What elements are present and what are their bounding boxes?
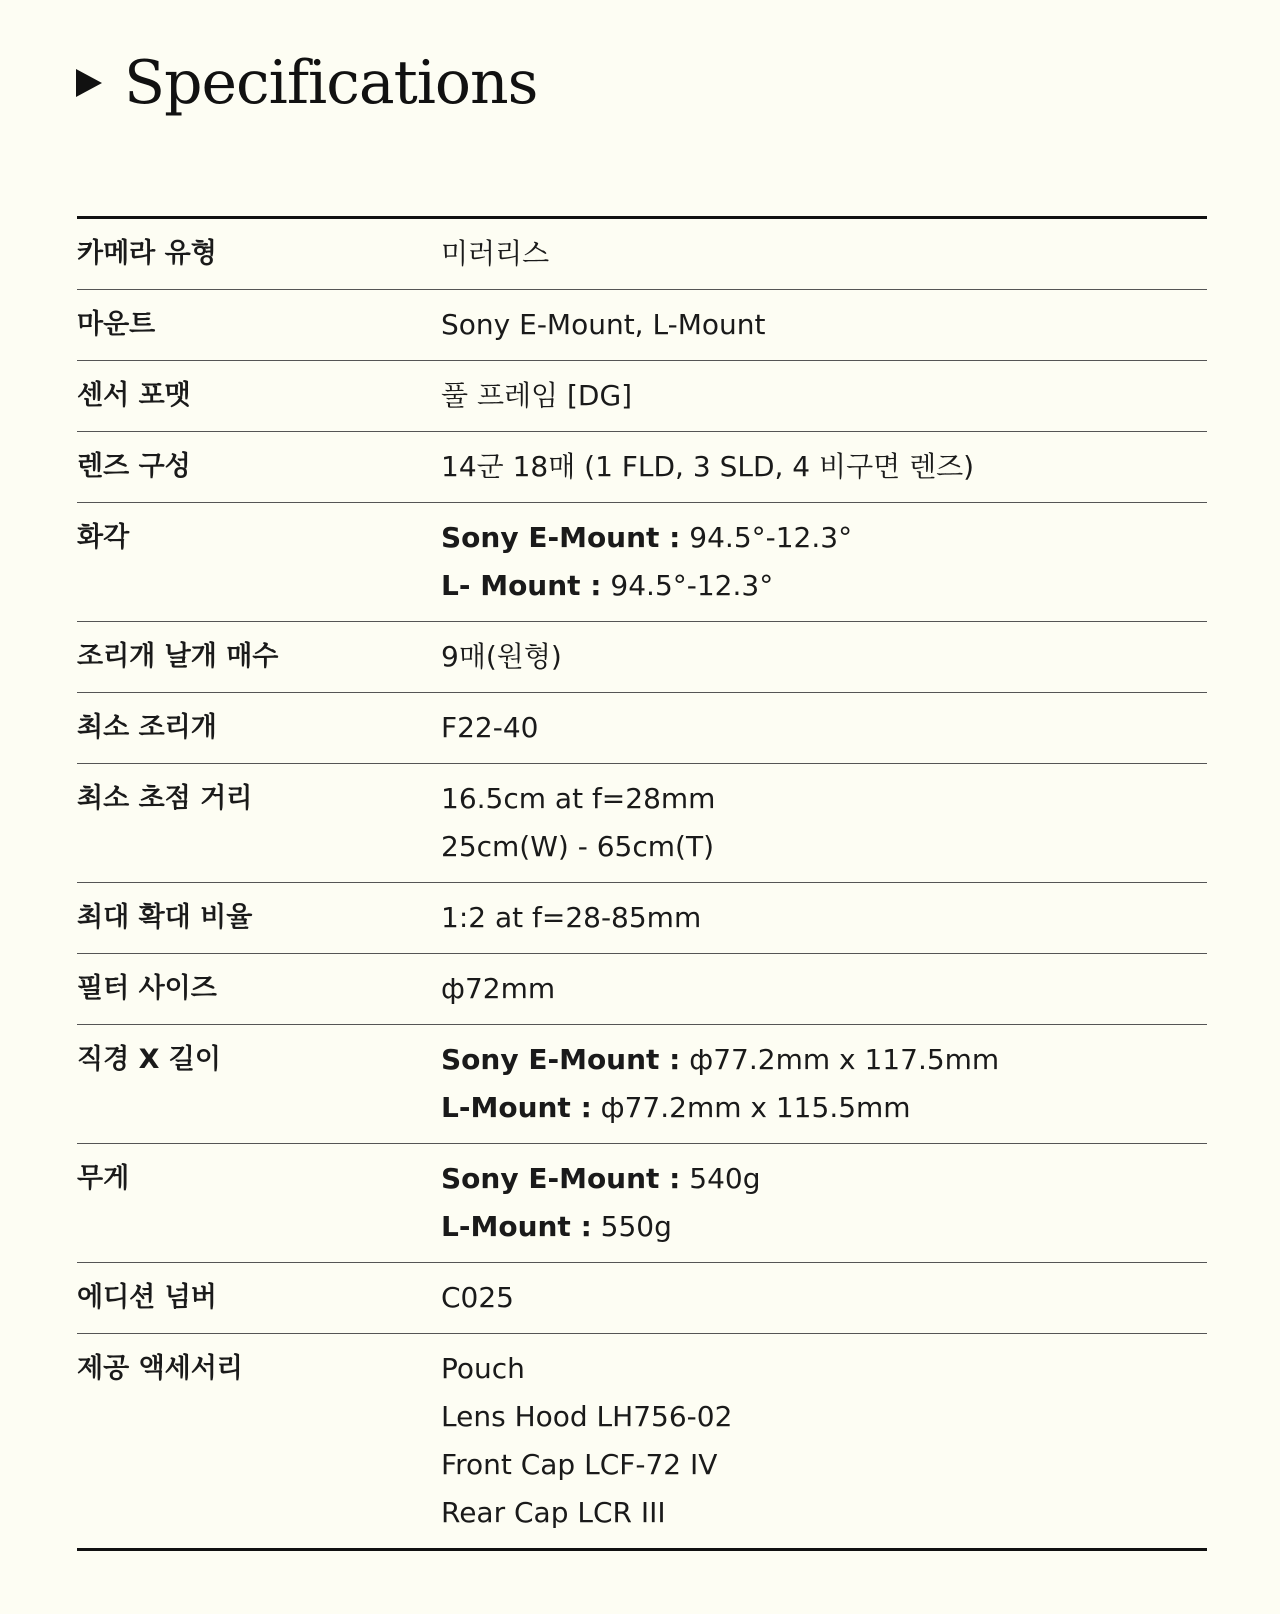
spec-label: 조리개 날개 매수 <box>77 622 441 693</box>
spec-value-text: ф77.2mm x 117.5mm <box>680 1043 1000 1076</box>
spec-value-line <box>441 1489 1207 1537</box>
spec-value-text: 16.5cm at f=28mm <box>441 782 716 815</box>
spec-value-line <box>441 775 1207 823</box>
spec-row <box>77 883 1207 954</box>
spec-value-text: 14군 18매 (1 FLD, 3 SLD, 4 비구면 렌즈) <box>441 450 975 483</box>
spec-row <box>77 622 1207 693</box>
spec-value <box>441 290 1207 361</box>
spec-value <box>441 622 1207 693</box>
spec-value-text: C025 <box>441 1281 514 1314</box>
spec-value-line <box>441 1084 1207 1132</box>
spec-value-text: 풀 프레임 [DG] <box>441 379 633 412</box>
spec-label: 직경 X 길이 <box>77 1025 441 1144</box>
spec-value-line <box>441 965 1207 1013</box>
spec-value-key: Sony E-Mount : <box>441 1043 681 1076</box>
spec-value-text: 94.5°-12.3° <box>680 521 853 554</box>
spec-value-line <box>441 1036 1207 1084</box>
spec-value-line <box>441 443 1207 491</box>
spec-value-line <box>441 633 1207 681</box>
spec-value-text: ф77.2mm x 115.5mm <box>591 1091 911 1124</box>
spec-label: 센서 포맷 <box>77 361 441 432</box>
spec-row <box>77 693 1207 764</box>
spec-label: 마운트 <box>77 290 441 361</box>
spec-value-line <box>441 1393 1207 1441</box>
spec-value-key: L-Mount : <box>441 1091 592 1124</box>
spec-label: 필터 사이즈 <box>77 954 441 1025</box>
spec-value-line <box>441 562 1207 610</box>
spec-value-line <box>441 1203 1207 1251</box>
spec-value-text: 550g <box>591 1210 672 1243</box>
spec-value-line <box>441 1155 1207 1203</box>
spec-value-text: Front Cap LCF-72 IV <box>441 1448 718 1481</box>
spec-value <box>441 764 1207 883</box>
spec-value-text: Rear Cap LCR III <box>441 1496 666 1529</box>
spec-value-text: Pouch <box>441 1352 525 1385</box>
spec-value-line <box>441 1345 1207 1393</box>
spec-value-key: L-Mount : <box>441 1210 592 1243</box>
spec-table <box>77 216 1207 1551</box>
spec-row <box>77 218 1207 290</box>
section-title: Specifications <box>124 48 538 118</box>
spec-value <box>441 1334 1207 1550</box>
spec-value-line <box>441 372 1207 420</box>
spec-value-text: 25cm(W) - 65cm(T) <box>441 830 714 863</box>
spec-value <box>441 693 1207 764</box>
spec-value-line <box>441 894 1207 942</box>
spec-label: 에디션 넘버 <box>77 1263 441 1334</box>
spec-row <box>77 764 1207 883</box>
spec-row <box>77 432 1207 503</box>
spec-row <box>77 1025 1207 1144</box>
spec-value-text: 1:2 at f=28-85mm <box>441 901 702 934</box>
spec-value-line <box>441 823 1207 871</box>
spec-row <box>77 361 1207 432</box>
spec-label: 카메라 유형 <box>77 218 441 290</box>
spec-value <box>441 361 1207 432</box>
spec-label: 제공 액세서리 <box>77 1353 243 1384</box>
spec-value <box>441 1144 1207 1263</box>
spec-value-key: Sony E-Mount : <box>441 521 681 554</box>
spec-value-text: Lens Hood LH756-02 <box>441 1400 733 1433</box>
spec-label: 최대 확대 비율 <box>77 883 441 954</box>
spec-value-line <box>441 704 1207 752</box>
spec-label: 최소 초점 거리 <box>77 764 441 883</box>
spec-value <box>441 1263 1207 1334</box>
spec-label: 화각 <box>77 503 441 622</box>
spec-row <box>77 1263 1207 1334</box>
spec-row <box>77 1334 1207 1550</box>
spec-value <box>441 503 1207 622</box>
spec-value-text: ф72mm <box>441 972 556 1005</box>
spec-label: 최소 조리개 <box>77 693 441 764</box>
spec-row <box>77 954 1207 1025</box>
spec-value <box>441 883 1207 954</box>
spec-value-text: 540g <box>680 1162 761 1195</box>
spec-value-line <box>441 301 1207 349</box>
spec-value-key: Sony E-Mount : <box>441 1162 681 1195</box>
spec-value-line <box>441 1441 1207 1489</box>
spec-label: 무게 <box>77 1144 441 1263</box>
spec-row <box>77 1144 1207 1263</box>
spec-value <box>441 218 1207 290</box>
spec-value-line <box>441 1274 1207 1322</box>
spec-value <box>441 954 1207 1025</box>
play-triangle-icon <box>76 69 102 97</box>
spec-value-line <box>441 514 1207 562</box>
spec-value-text: 미러리스 <box>441 237 550 270</box>
spec-value <box>441 432 1207 503</box>
spec-value-text: F22-40 <box>441 711 539 744</box>
spec-value-text: Sony E-Mount, L-Mount <box>441 308 766 341</box>
section-header[interactable] <box>76 38 537 128</box>
spec-value <box>441 1025 1207 1144</box>
spec-row <box>77 503 1207 622</box>
spec-value-key: L- Mount : <box>441 569 602 602</box>
spec-row <box>77 290 1207 361</box>
spec-value-line <box>441 230 1207 278</box>
spec-value-text: 94.5°-12.3° <box>601 569 774 602</box>
spec-label: 렌즈 구성 <box>77 432 441 503</box>
spec-value-text: 9매(원형) <box>441 640 562 673</box>
